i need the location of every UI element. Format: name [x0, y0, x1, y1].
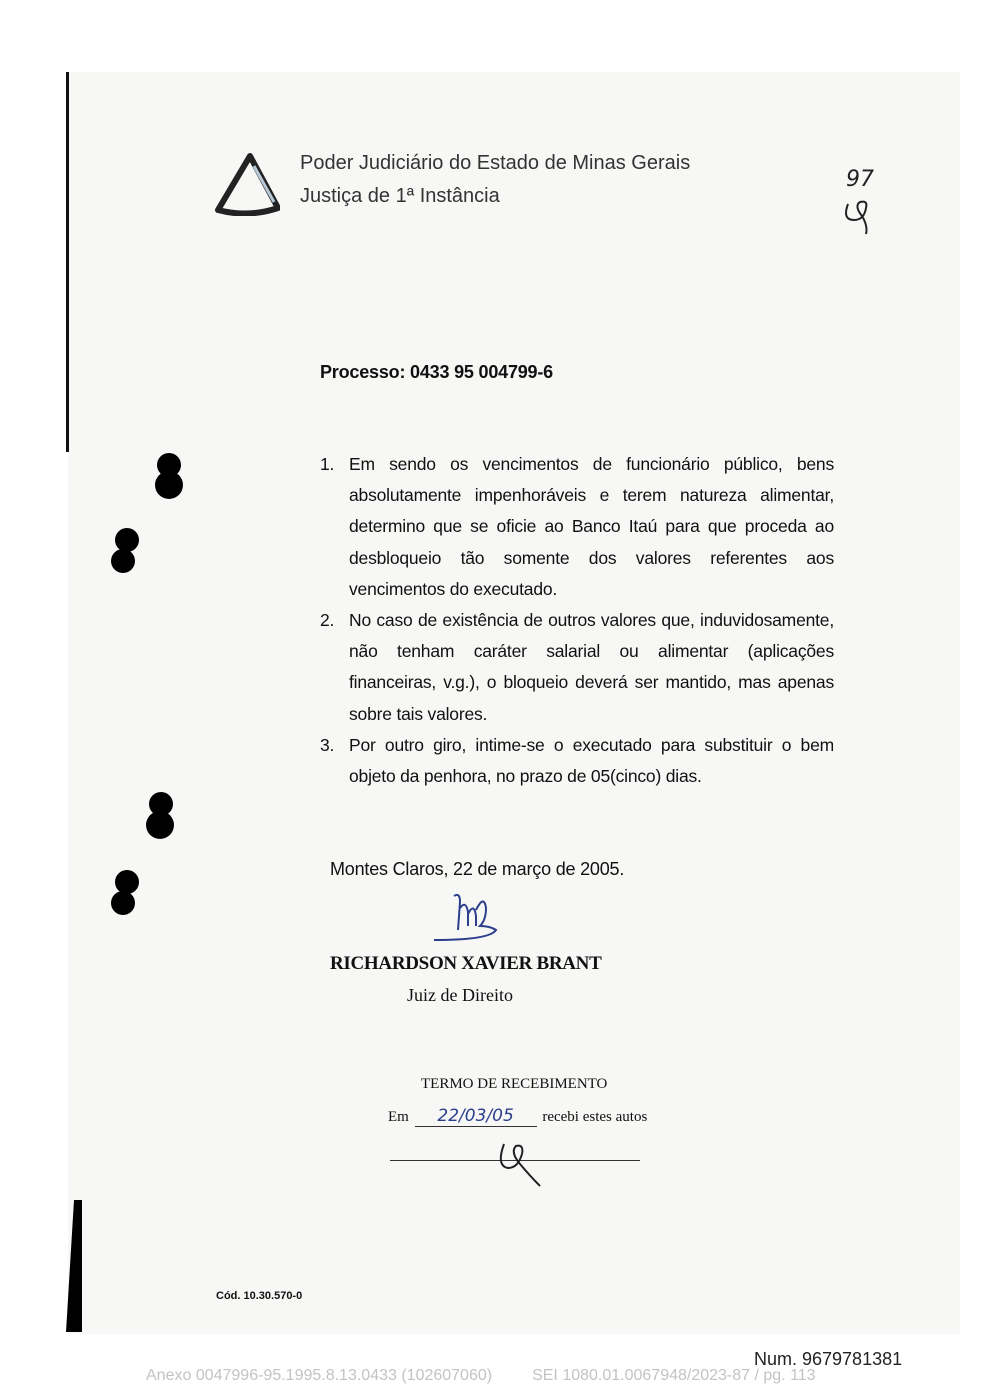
judge-signature [430, 890, 506, 951]
receipt-signature [494, 1136, 550, 1197]
punch-hole [109, 869, 139, 917]
receipt-prefix: Em [388, 1109, 409, 1125]
list-item-number: 1. [320, 454, 335, 474]
list-item-text: No caso de existência de outros valores que, induvidosamente, não tenham caráter salarial ou alimentar (aplicações financeiras, v.g.), o bloqueio deverá ser mantido, mas apenas sobre tais valores. [349, 610, 834, 724]
judge-name: RICHARDSON XAVIER BRANT [330, 953, 602, 974]
scan-edge-shadow [66, 72, 69, 452]
receipt-line [388, 1106, 647, 1127]
process-number: Processo: 0433 95 004799-6 [320, 362, 553, 382]
footer-sei: SEI 1080.01.0067948/2023-87 / pg. 113 [532, 1367, 816, 1384]
receipt-date: 22/03/05 [415, 1106, 537, 1127]
handwritten-page-number [836, 164, 886, 243]
court-instance: Justiça de 1ª Instância [300, 185, 500, 207]
scan-edge-shadow-bottom [66, 1200, 82, 1332]
judge-title: Juiz de Direito [407, 985, 513, 1005]
list-item [320, 605, 834, 730]
receipt-title: TERMO DE RECEBIMENTO [421, 1076, 608, 1092]
page-number-text: 97 [846, 167, 874, 192]
court-name: Poder Judiciário do Estado de Minas Gerais [300, 152, 691, 174]
document-number: Num. 9679781381 [754, 1349, 903, 1369]
punch-hole [110, 527, 140, 575]
list-item-text: Em sendo os vencimentos de funcionário público, bens absolutamente impenhoráveis e terem natureza alimentar, determino que se oficie ao Banco Itaú para que proceda ao desbloqueio tão somente dos valores referentes aos vencimentos do executado. [349, 454, 834, 599]
list-item [320, 730, 834, 792]
footer-annex: Anexo 0047996-95.1995.8.13.0433 (102607060) [146, 1367, 493, 1384]
list-item [320, 449, 834, 605]
punch-hole [154, 452, 184, 500]
form-code: Cód. 10.30.570-0 [216, 1290, 303, 1302]
decision-list [320, 449, 834, 792]
triangle-logo-icon [214, 152, 280, 221]
list-item-number: 3. [320, 734, 335, 755]
receipt-suffix: recebi estes autos [542, 1109, 648, 1125]
footer-watermark [146, 1367, 816, 1385]
punch-hole [145, 791, 175, 839]
date-line: Montes Claros, 22 de março de 2005. [330, 859, 625, 879]
list-item-text: Por outro giro, intime-se o executado para substituir o bem objeto da penhora, no prazo de 05(cinco) dias. [349, 734, 834, 787]
list-item-number: 2. [320, 610, 335, 631]
